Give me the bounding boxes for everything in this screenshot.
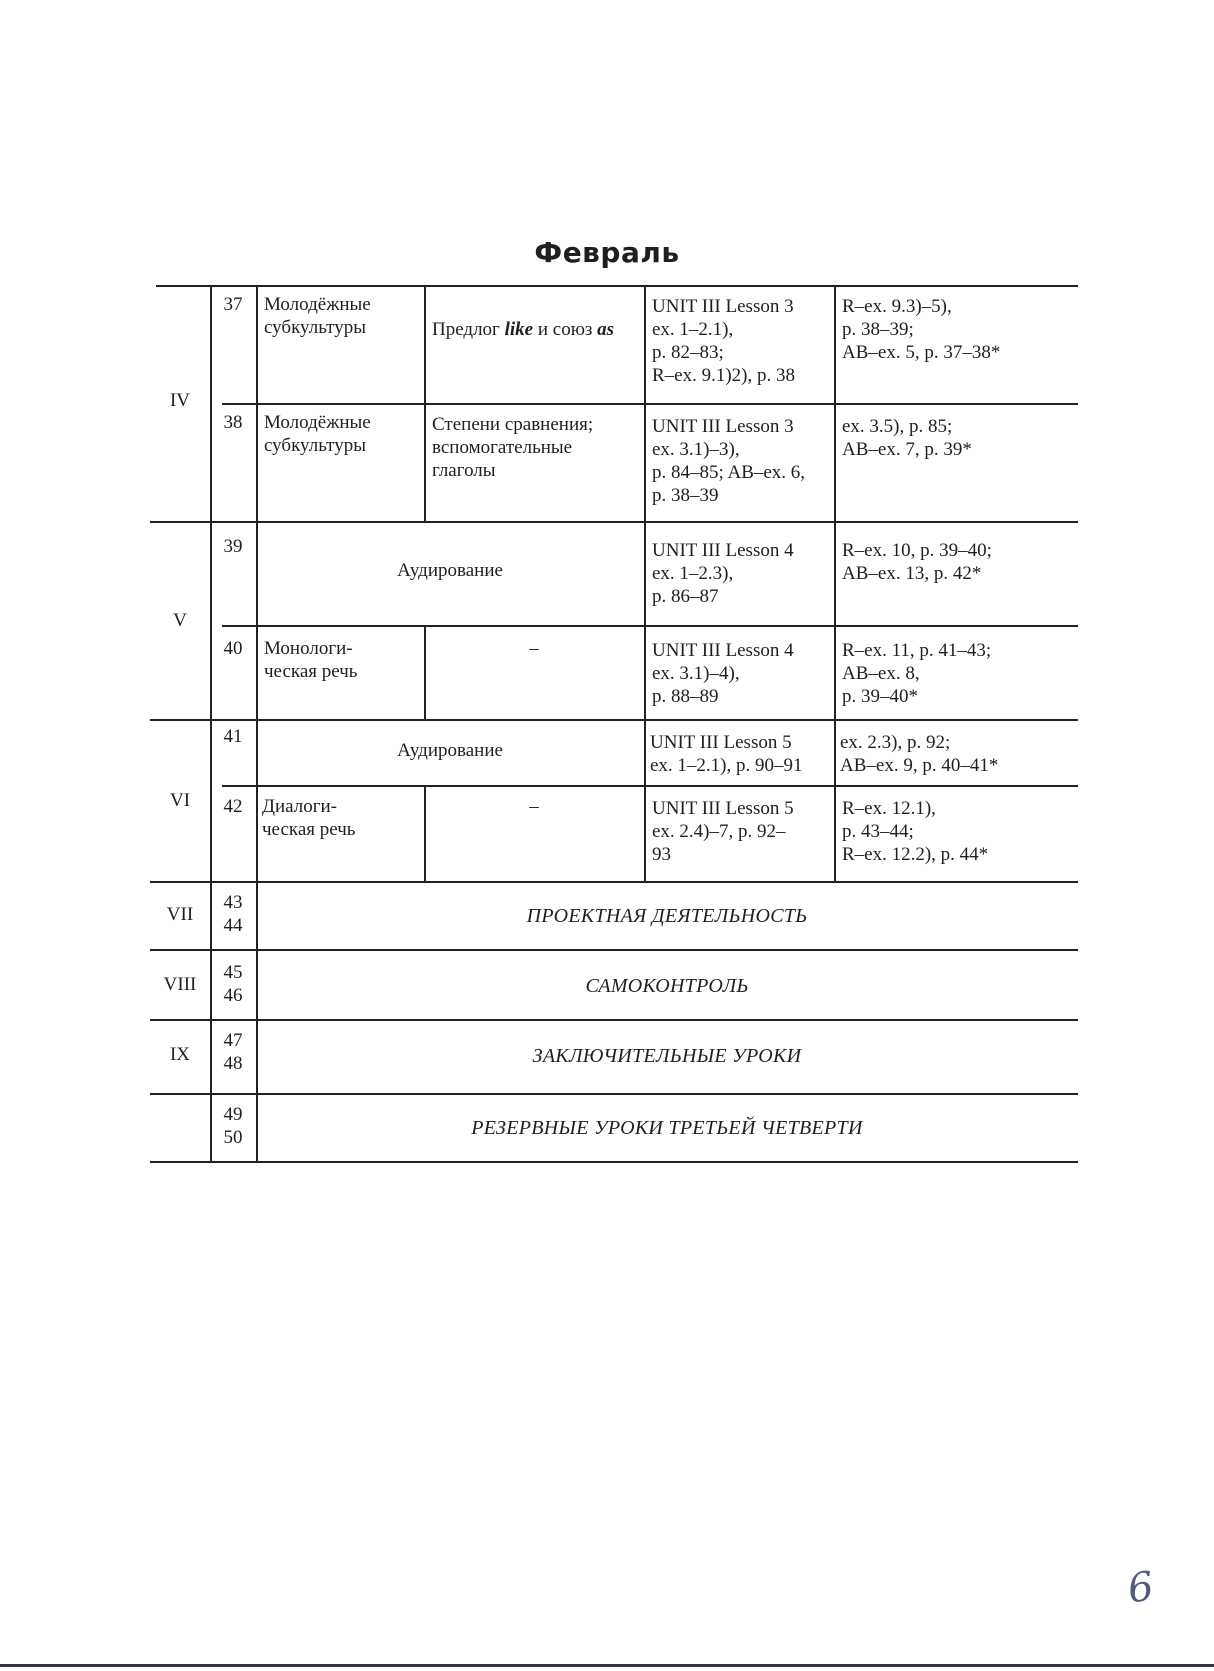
- lesson-topic: Монологи- ческая речь: [264, 638, 358, 682]
- rule: [150, 1093, 1078, 1095]
- page-title: Февраль: [534, 236, 680, 269]
- grammar-text: Предлог: [432, 319, 505, 340]
- lesson-numbers: 49 50: [223, 1104, 243, 1148]
- lesson-topic: Диалоги- ческая речь: [262, 796, 356, 840]
- rule: [222, 625, 1078, 627]
- grammar-text: и союз: [533, 319, 598, 340]
- rule: [834, 285, 836, 881]
- rule: [644, 285, 646, 881]
- week-label: VI: [169, 790, 191, 811]
- homework: ex. 3.5), p. 85; AB–ex. 7, p. 39*: [842, 416, 972, 460]
- unit-lesson: UNIT III Lesson 5 ex. 1–2.1), p. 90–91: [650, 732, 803, 776]
- rule: [150, 1161, 1078, 1163]
- unit-lesson: UNIT III Lesson 3 ex. 1–2.1), p. 82–83; R–ex. 9.1)2), p. 38: [652, 296, 796, 386]
- homework: R–ex. 10, p. 39–40; AB–ex. 13, p. 42*: [842, 540, 992, 584]
- grammar-like: like: [504, 319, 534, 340]
- page-number: 6: [1124, 1563, 1157, 1613]
- lesson-grammar: –: [529, 796, 539, 817]
- unit-lesson: UNIT III Lesson 3 ex. 3.1)–3), p. 84–85; AB–ex. 6, p. 38–39: [652, 416, 806, 506]
- band-title: ПРОЕКТНАЯ ДЕЯТЕЛЬНОСТЬ: [526, 905, 808, 927]
- rule: [150, 521, 1078, 523]
- homework: R–ex. 12.1), p. 43–44; R–ex. 12.2), p. 44*: [842, 798, 989, 865]
- homework: ex. 2.3), p. 92; AB–ex. 9, p. 40–41*: [840, 732, 999, 776]
- lesson-grammar: –: [529, 638, 539, 659]
- week-label: VII: [166, 904, 194, 925]
- schedule-table: [150, 285, 1078, 1221]
- rule: [150, 1019, 1078, 1021]
- lesson-number: 38: [223, 412, 243, 433]
- rule: [256, 285, 258, 1161]
- week-label: VIII: [163, 974, 197, 995]
- rule: [222, 785, 1078, 787]
- unit-lesson: UNIT III Lesson 4 ex. 1–2.3), p. 86–87: [652, 540, 794, 607]
- rule: [424, 285, 426, 521]
- grammar-as: as: [597, 319, 615, 340]
- band-title: РЕЗЕРВНЫЕ УРОКИ ТРЕТЬЕЙ ЧЕТВЕРТИ: [471, 1117, 863, 1139]
- lesson-numbers: 47 48: [223, 1030, 243, 1074]
- rule: [150, 881, 1078, 883]
- lesson-number: 40: [223, 638, 243, 659]
- rule: [150, 949, 1078, 951]
- homework: R–ex. 9.3)–5), p. 38–39; AB–ex. 5, p. 37–38*: [842, 296, 1001, 363]
- lesson-topic: Молодёжные субкультуры: [264, 294, 371, 338]
- rule: [150, 719, 1078, 721]
- band-title: ЗАКЛЮЧИТЕЛЬНЫЕ УРОКИ: [532, 1045, 802, 1067]
- lesson-number: 37: [223, 294, 243, 315]
- scan-edge: [0, 1664, 1214, 1667]
- lesson-numbers: 45 46: [223, 962, 243, 1006]
- lesson-grammar: [432, 295, 642, 341]
- lesson-topic: Аудирование: [397, 740, 503, 761]
- lesson-number: 39: [223, 536, 243, 557]
- homework: R–ex. 11, p. 41–43; AB–ex. 8, p. 39–40*: [842, 640, 992, 707]
- lesson-number: 42: [223, 796, 243, 817]
- band-title: САМОКОНТРОЛЬ: [585, 975, 749, 997]
- unit-lesson: UNIT III Lesson 5 ex. 2.4)–7, p. 92– 93: [652, 798, 794, 865]
- week-label: IV: [169, 390, 191, 411]
- lesson-number: 41: [223, 726, 243, 747]
- unit-lesson: UNIT III Lesson 4 ex. 3.1)–4), p. 88–89: [652, 640, 794, 707]
- lesson-grammar: Степени сравнения; вспомогательные глаголы: [432, 414, 594, 481]
- lesson-topic: Молодёжные субкультуры: [264, 412, 371, 456]
- week-label: V: [173, 610, 187, 631]
- lesson-topic: Аудирование: [397, 560, 503, 581]
- week-label: IX: [169, 1044, 191, 1065]
- lesson-numbers: 43 44: [223, 892, 243, 936]
- rule: [156, 285, 1078, 287]
- rule: [222, 403, 1078, 405]
